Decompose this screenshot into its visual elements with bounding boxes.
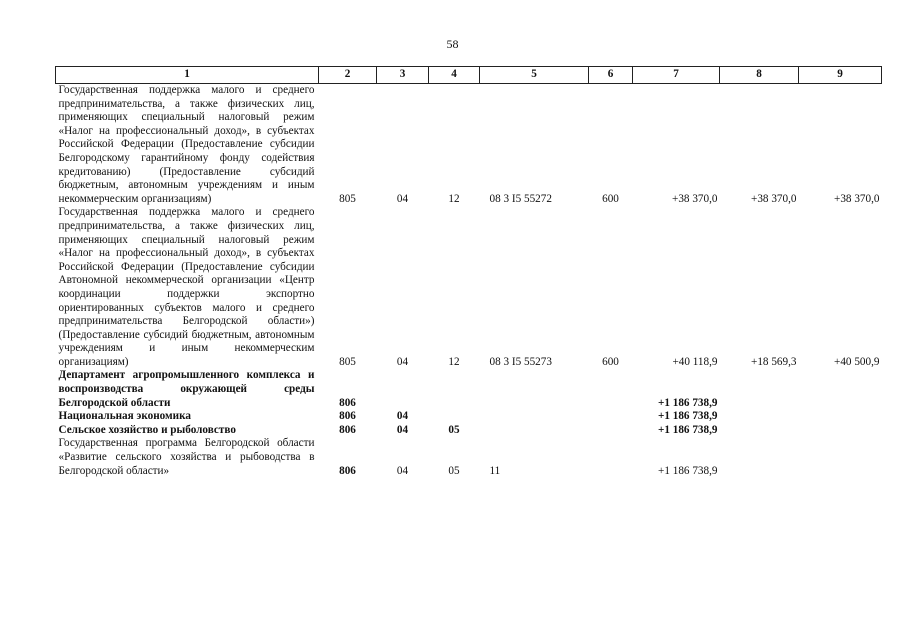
cell-section: 04 bbox=[396, 355, 409, 368]
cell-target-article: 08 3 I5 55273 bbox=[489, 355, 552, 368]
cell-expense-type bbox=[589, 437, 633, 478]
header-cell: 1 bbox=[56, 67, 319, 84]
cell-amount-2 bbox=[720, 369, 799, 410]
table-row bbox=[56, 410, 882, 424]
cell-target-article bbox=[480, 369, 589, 410]
table-row bbox=[56, 369, 882, 410]
cell-amount-1: +1 186 738,9 bbox=[657, 423, 718, 436]
cell-target-article: 11 bbox=[489, 464, 501, 477]
cell-amount-2 bbox=[720, 424, 799, 438]
table-row bbox=[56, 424, 882, 438]
header-cell: 9 bbox=[799, 67, 882, 84]
cell-ministry: 806 bbox=[339, 464, 356, 477]
table-header-row bbox=[56, 67, 882, 84]
cell-amount-3 bbox=[799, 410, 882, 424]
cell-subsection bbox=[429, 410, 480, 424]
row-name: Государственная поддержка малого и среднего предпринимательства, а также физических лиц, применяющих специальный налоговый режим «Налог на профессиональный доход», в субъектах Российской Федерации (Предоставление субсидии Белгородскому гарантийному фонду содействия кредитованию) (Предоставление субсидий бюджетным, автономным учреждениям и иным некоммерческим организациям) bbox=[58, 84, 315, 205]
table-row bbox=[56, 206, 882, 369]
row-name: Государственная поддержка малого и среднего предпринимательства, а также физических лиц, применяющих специальный налоговый режим «Налог на профессиональный доход», в субъектах Российской Федерации (Предоставление субсидии Автономной некоммерческой организации «Центр координации поддержки экспортно ориентированных субъектов малого и среднего предпринимательства Белгородской области») (Предоставление субсидий бюджетным, автономным учреждениям и иным некоммерческим организациям) bbox=[58, 206, 315, 368]
cell-amount-2 bbox=[720, 437, 799, 478]
cell-expense-type bbox=[589, 369, 633, 410]
cell-amount-3: +38 370,0 bbox=[834, 192, 880, 205]
cell-amount-3 bbox=[799, 437, 882, 478]
cell-amount-3: +40 500,9 bbox=[834, 355, 880, 368]
cell-amount-3 bbox=[799, 424, 882, 438]
header-cell: 5 bbox=[480, 67, 589, 84]
cell-target-article bbox=[480, 410, 589, 424]
cell-section: 04 bbox=[396, 192, 409, 205]
cell-expense-type: 600 bbox=[602, 192, 619, 205]
cell-amount-1: +38 370,0 bbox=[672, 192, 718, 205]
cell-amount-1: +1 186 738,9 bbox=[658, 464, 718, 477]
cell-amount-1: +40 118,9 bbox=[672, 355, 718, 368]
cell-target-article: 08 3 I5 55272 bbox=[489, 192, 552, 205]
row-name: Сельское хозяйство и рыболовство bbox=[58, 423, 236, 436]
row-name: Департамент агропромышленного комплекса и воспроизводства окружающей среды Белгородской области bbox=[58, 369, 315, 409]
cell-amount-2 bbox=[720, 410, 799, 424]
cell-expense-type bbox=[589, 424, 633, 438]
table-row bbox=[56, 84, 882, 207]
cell-subsection bbox=[429, 369, 480, 410]
cell-expense-type bbox=[589, 410, 633, 424]
cell-ministry: 805 bbox=[339, 192, 356, 205]
cell-ministry: 806 bbox=[339, 410, 356, 423]
row-name: Национальная экономика bbox=[58, 410, 191, 423]
header-cell: 3 bbox=[377, 67, 429, 84]
cell-amount-1: +1 186 738,9 bbox=[657, 396, 718, 409]
cell-amount-1: +1 186 738,9 bbox=[657, 410, 718, 423]
row-name: Государственная программа Белгородской области «Развитие сельского хозяйства и рыбоводства в Белгородской области» bbox=[58, 437, 315, 477]
cell-section: 04 bbox=[396, 423, 409, 436]
cell-target-article bbox=[480, 424, 589, 438]
cell-expense-type: 600 bbox=[602, 355, 619, 368]
cell-subsection: 05 bbox=[448, 423, 460, 436]
cell-ministry: 806 bbox=[339, 423, 356, 436]
cell-ministry: 805 bbox=[339, 355, 356, 368]
header-cell: 2 bbox=[319, 67, 377, 84]
cell-amount-2: +38 370,0 bbox=[751, 192, 797, 205]
cell-section bbox=[377, 369, 429, 410]
page-number: 58 bbox=[446, 37, 459, 51]
header-cell: 8 bbox=[720, 67, 799, 84]
cell-section: 04 bbox=[396, 464, 409, 477]
cell-subsection: 12 bbox=[448, 355, 460, 368]
header-cell: 4 bbox=[429, 67, 480, 84]
cell-ministry: 806 bbox=[339, 396, 356, 409]
header-cell: 7 bbox=[633, 67, 720, 84]
cell-amount-2: +18 569,3 bbox=[751, 355, 797, 368]
cell-subsection: 12 bbox=[448, 192, 460, 205]
cell-amount-3 bbox=[799, 369, 882, 410]
table-row bbox=[56, 437, 882, 478]
budget-table bbox=[55, 66, 882, 478]
header-cell: 6 bbox=[589, 67, 633, 84]
cell-section: 04 bbox=[396, 410, 409, 423]
cell-subsection: 05 bbox=[448, 464, 460, 477]
